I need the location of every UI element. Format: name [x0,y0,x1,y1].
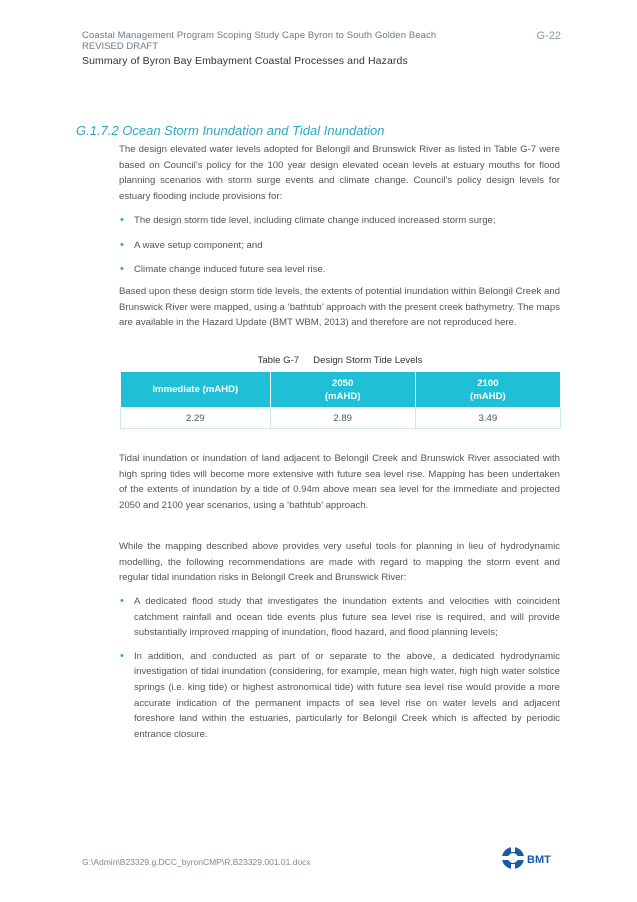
table-caption-number: Table G-7 [257,355,300,366]
paragraph-recommendations: While the mapping described above provides very useful tools for planning in lieu of hydrodynamic modelling, the following recommendations are made with regard to mapping the storm event and regular tidal inundation risks in Belongil Creek and Brunswick River: [119,541,560,584]
bullet-list-recommendations [119,594,560,752]
bullet-icon: • [120,649,124,662]
paragraph-tidal-inundation: Tidal inundation or inundation of land adjacent to Belongil Creek and Brunswick River associated with high spring tides will become more extensive with future sea level rise. Mapping has been undertaken of the extents of inundation by a tide of 0.94m above mean sea level for the immediate and projected 2050 and 2100 year scenarios, using a ‘bathtub’ approach. [119,453,560,511]
table-header-row [121,372,561,408]
bmt-logo-text: BMT [527,854,551,866]
bullet-list-provisions [119,213,560,288]
footer-file-path: G:\Admin\B23329.g.DCC_byronCMP\R.B23329.001.01.docx [82,857,311,867]
list-item: • In addition, and conducted as part of or separate to the above, a dedicated hydrodynamic investigation of tidal inundation (considering, for example, mean high water, high high water solstice springs (i.e. king tide) or highest astronomical tide) with future sea level rise would provide a more accurate indication of the permanent impacts of sea level rise on water levels and adjacent foreshore land within the estuaries, particularly for Belongil Creek which is affected by periodic entrance closure. [120,649,560,740]
table-row [121,408,561,429]
list-item: • The design storm tide level, including climate change induced increased storm surge; [119,213,560,229]
section-heading: G.1.7.2 Ocean Storm Inundation and Tidal Inundation [76,123,385,138]
design-storm-tide-table [120,371,561,429]
table-caption-title: Design Storm Tide Levels [313,355,423,366]
column-header-2100: 2100 (mAHD) [415,372,560,408]
header-draft-label: REVISED DRAFT [82,41,159,52]
column-header-immediate: Immediate (mAHD) [121,372,271,408]
page-number: G-22 [536,30,561,42]
column-header-2050: 2050 (mAHD) [270,372,415,408]
table-cell: 2.89 [270,408,415,429]
table-caption [120,355,560,366]
bmt-logo-mark-icon [502,845,524,871]
bullet-icon: • [120,263,124,276]
table-cell: 2.29 [121,408,271,429]
list-item: • Climate change induced future sea level rise. [119,262,560,278]
list-item: • A dedicated flood study that investigates the inundation extents and velocities with coincident catchment rainfall and ocean tide events plus future sea level rise is required, and will provide substantially improved mapping of inundation, flood hazard, and flood planning levels; [120,595,560,639]
paragraph-bathtub-mapping: Based upon these design storm tide levels, the extents of potential inundation within Belongil Creek and Brunswick River were mapped, using a ‘bathtub’ approach with the present creek bathymetry. The maps are available in the Hazard Update (BMT WBM, 2013) and therefore are not reproduced here. [119,286,560,329]
bullet-icon: • [120,238,124,251]
table-cell: 3.49 [415,408,560,429]
header-title: Coastal Management Program Scoping Study Cape Byron to South Golden Beach [82,30,437,41]
bullet-icon: • [120,214,124,226]
header-subtitle: Summary of Byron Bay Embayment Coastal Processes and Hazards [82,55,408,67]
bmt-logo [500,843,562,873]
list-item: • A wave setup component; and [119,238,560,254]
bullet-icon: • [120,595,124,607]
paragraph-design-levels: The design elevated water levels adopted for Belongil and Brunswick River as listed in Table G-7 were based on Council’s policy for the 100 year design elevated ocean levels at estuary mouths for flood planning scenarios with storm surge events and climate change. Council’s policy design levels for estuary flooding include provisions for: [119,144,560,202]
